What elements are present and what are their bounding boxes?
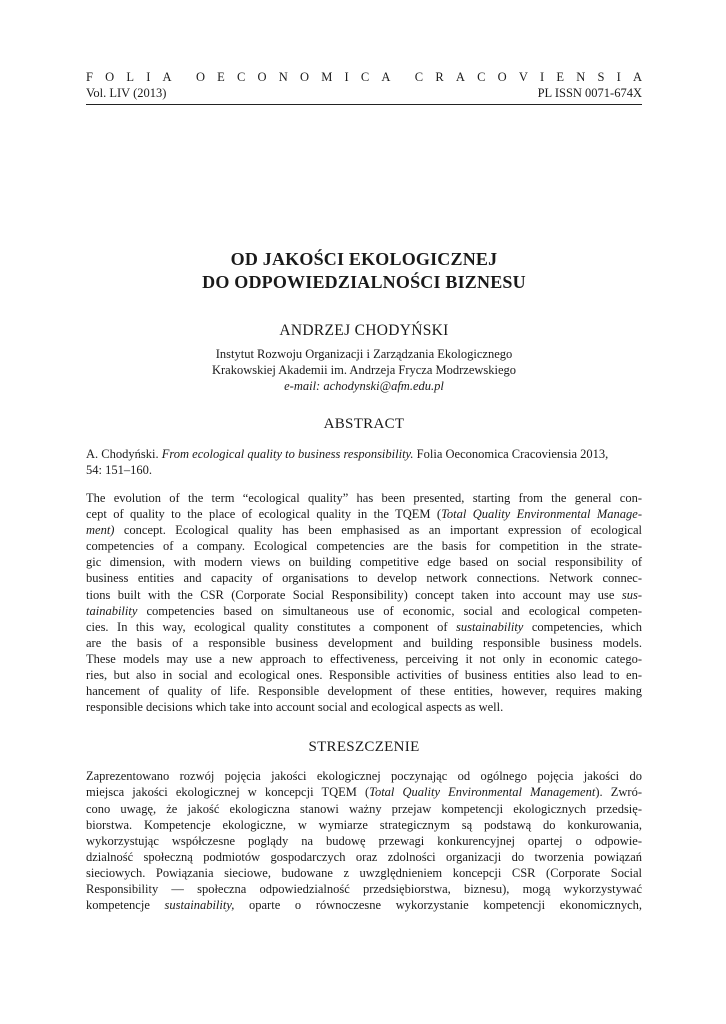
journal-letter: R <box>435 70 444 84</box>
abstract-line: business entities and capacity of organisations to develop network connections. Network connec- <box>86 571 642 586</box>
streszczenie-line: Zaprezentowano rozwój pojęcia jakości ekologicznej poczynając od ogólnego pojęcia jakości do <box>86 769 642 784</box>
journal-letter: O <box>105 70 115 84</box>
journal-letter: M <box>321 70 333 84</box>
journal-letter: O <box>195 70 205 84</box>
journal-letter: I <box>616 70 621 84</box>
journal-letter: N <box>278 70 288 84</box>
streszczenie-line: cono uwagę, że jakość ekologiczna stanowi ważny przejaw kompetencji ekologicznych przedsię- <box>86 801 642 816</box>
citation-author: A. Chodyński. <box>86 447 159 461</box>
journal-name <box>86 70 642 85</box>
abstract-line: responsible decisions which take into account social and ecological aspects as well. <box>86 700 504 715</box>
streszczenie-line: kompetencje sustainability, oparte o równoczesne wykorzystanie kompetencji ekonomicznych, <box>86 898 642 913</box>
citation-pages: 54: 151–160. <box>86 463 152 477</box>
streszczenie-line: miejsca jakości ekologicznej w koncepcji TQEM (Total Quality Environmental Management). Zwró- <box>86 785 642 800</box>
abstract-heading: ABSTRACT <box>323 416 405 432</box>
journal-letter: F <box>86 70 93 84</box>
journal-letter: O <box>299 70 309 84</box>
affiliation-line-2: Krakowskiej Akademii im. Andrzeja Frycza Modrzewskiego <box>211 363 517 377</box>
abstract-line: ment) concept. Ecological quality has been emphasised as an important expression of ecological <box>86 523 642 538</box>
streszczenie-line: Responsibility — społeczna odpowiedzialność przedsiębiorstwa, biznesu), mogą wykorzystywać <box>86 881 642 896</box>
abstract-line: are the basis of a responsible business development and building responsible business models. <box>86 635 642 650</box>
journal-letter: C <box>414 70 424 84</box>
streszczenie-text <box>86 768 642 913</box>
journal-letter: S <box>597 70 605 84</box>
volume-label: Vol. LIV (2013) <box>86 86 167 100</box>
title-line-1: OD JAKOŚCI EKOLOGICZNEJ <box>230 249 498 269</box>
abstract-line: tainability competencies based on simultaneous use of economic, social and ecological competen- <box>86 603 642 618</box>
abstract-line: These models may use a new approach to effectiveness, perceiving it not only in economic catego- <box>86 651 642 666</box>
journal-letter: O <box>497 70 507 84</box>
journal-letter: A <box>381 70 391 84</box>
affiliation-line-1: Instytut Rozwoju Organizacji i Zarządzania Ekologicznego <box>215 347 513 361</box>
author-name: ANDRZEJ CHODYŃSKI <box>279 322 449 339</box>
journal-letter: C <box>360 70 370 84</box>
abstract-line: cept of quality to the place of ecological quality in the TQEM (Total Quality Environmental Manage- <box>86 507 642 522</box>
abstract-line: competencies of a company. Ecological competencies are the basis for competition in the strate- <box>86 539 642 554</box>
issn-label: PL ISSN 0071-674X <box>537 86 642 100</box>
affiliation <box>86 346 642 394</box>
title-line-2: DO ODPOWIEDZIALNOŚCI BIZNESU <box>202 272 526 292</box>
journal-letter: E <box>556 70 565 84</box>
streszczenie-line: sieciowych. Powiązania sieciowe, budowane z uwzględnieniem koncepcji CSR (Corporate Social <box>86 865 642 880</box>
journal-letter: C <box>237 70 246 84</box>
journal-letter: E <box>217 70 225 84</box>
abstract-line: cies. In this way, ecological quality constitutes a component of sustainability competencies, which <box>86 619 643 634</box>
journal-letter: O <box>257 70 267 84</box>
streszczenie-heading: STRESZCZENIE <box>308 739 420 756</box>
journal-letter: L <box>126 70 134 84</box>
streszczenie-line: biorstwa. Kompetencje ekologiczne, w wymiarze strategicznym są podstawą do konkurowania, <box>86 817 642 832</box>
journal-letter: I <box>344 70 349 84</box>
abstract-line: gic dimension, with modern views on building competitive edge based on social responsibility of <box>86 555 642 570</box>
article-title <box>86 248 642 294</box>
journal-letter: N <box>576 70 586 84</box>
journal-letter: V <box>518 70 528 84</box>
journal-letter: A <box>632 70 642 84</box>
journal-letter: I <box>540 70 545 84</box>
article-page <box>86 70 642 913</box>
citation-source: Folia Oeconomica Cracoviensia 2013, <box>416 447 609 461</box>
journal-letter: I <box>146 70 151 84</box>
abstract-text <box>86 490 642 715</box>
author-email: e-mail: achodynski@afm.edu.pl <box>284 379 444 393</box>
abstract-line: hancement of quality of life. Responsible development of these entities, however, requires making <box>86 684 642 699</box>
header-rule <box>86 104 642 105</box>
abstract-line: tions built with the CSR (Corporate Social Responsibility) concept taken into account may use sus- <box>86 587 642 602</box>
citation-title: From ecological quality to business responsibility. <box>161 447 414 461</box>
streszczenie-line: wykorzystując współczesne poglądy na budowę przewagi konkurencyjnej opartej o odpowie- <box>86 833 642 848</box>
journal-letter: C <box>477 70 486 84</box>
streszczenie-line: dzialność społeczną podmiotów gospodarczych oraz zdolności organizacji do tworzenia powiązań <box>86 849 642 864</box>
abstract-line: The evolution of the term “ecological quality” has been presented, starting from the general con- <box>86 491 642 505</box>
journal-letter: A <box>162 70 172 84</box>
journal-meta <box>86 86 642 101</box>
journal-letter: A <box>455 70 465 84</box>
citation <box>86 446 642 478</box>
abstract-line: ries, but also in social and ecological ones. Responsible activities of business entities also lead to en- <box>86 668 642 683</box>
